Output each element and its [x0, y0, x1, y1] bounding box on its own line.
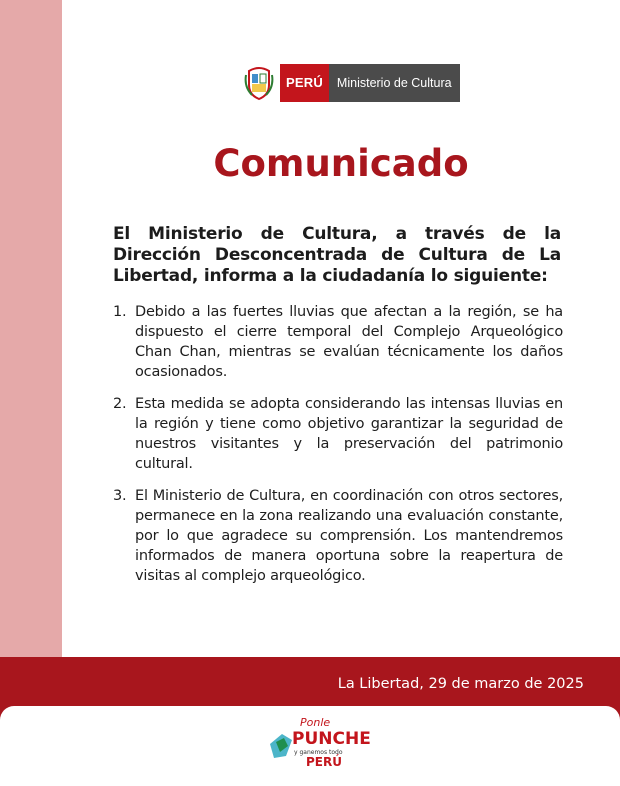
list-item-number: 1. [113, 304, 127, 320]
list-item-text: Esta medida se adopta considerando las intensas lluvias en la región y tiene como objetivo garantizar la seguridad de nuestros visitantes y la preservación del patrimonio cultural. [135, 396, 563, 472]
svg-text:Ponle: Ponle [300, 716, 331, 729]
date-line: La Libertad, 29 de marzo de 2025 [337, 676, 584, 692]
notice-list [113, 302, 563, 598]
list-item [113, 302, 563, 382]
peru-label: PERÚ [280, 64, 329, 102]
page-title: Comunicado [213, 142, 469, 185]
svg-text:PERÚ: PERÚ [306, 755, 342, 769]
left-decorative-stripe [0, 0, 62, 660]
peru-coat-of-arms-icon [244, 65, 274, 101]
svg-text:y ganemos todo: y ganemos todo [294, 749, 343, 756]
list-item-number: 3. [113, 488, 127, 504]
ponle-punche-logo [262, 712, 371, 772]
intro-paragraph: El Ministerio de Cultura, a través de la Dirección Desconcentrada de Cultura de La Libertad, informa a la ciudadanía lo siguiente: [113, 224, 561, 286]
ministry-logo [244, 64, 460, 102]
list-item-text: El Ministerio de Cultura, en coordinación con otros sectores, permanece en la zona realizando una evaluación constante, por lo que agradece su comprensión. Los mantendremos informados de manera oportuna sobre la reapertura de visitas al complejo arqueológico. [135, 488, 563, 584]
svg-text:PUNCHE: PUNCHE [292, 729, 371, 749]
list-item-number: 2. [113, 396, 127, 412]
ministry-name: Ministerio de Cultura [329, 64, 460, 102]
list-item-text: Debido a las fuertes lluvias que afectan a la región, se ha dispuesto el cierre temporal del Complejo Arqueológico Chan Chan, mientras se evalúan técnicamente los daños ocasionados. [135, 304, 563, 380]
list-item [113, 486, 563, 586]
list-item [113, 394, 563, 474]
